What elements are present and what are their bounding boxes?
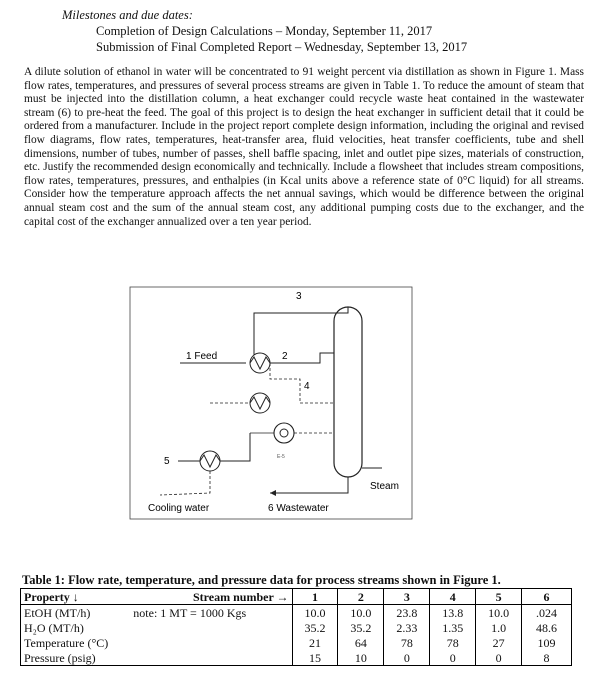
problem-statement: A dilute solution of ethanol in water will be concentrated to 91 weight percent via distillation as shown in Figure 1. Mass flow rates, temperatures, and pressures of several process streams are given in Table 1. To reduce the amount of steam that must be injected into the distillation column, a heat exchanger could recycle waste heat contained in the wastewater stream (6) to pre-heat the feed. The goal of this project is to design the heat exchanger in sufficient detail that it could be ordered from a manufacturer. Include in the project report complete design information, including the original and revised flow diagrams, flow rates, temperatures, heat-transfer area, fluid velocities, heat transfer coefficients, tube and shell dimensions, number of tubes, number of passes, shell baffle spacing, inlet and outlet pipe sizes, materials of construction, etc. Justify the recommended design economically and technically. Include a flowsheet that includes stream compositions, flow rates, temperatures, pressures, and enthalpies (in Kcal units above a reference state of 0°C liquid) for all streams. Consider how the temperature approach affects the net annual savings, which would be difference between the original annual steam cost and the sum of the annual steam cost, any additional pumping costs due to the exchanger, and the capital cost of the exchanger annualized over a ten year period. — [24, 66, 584, 228]
cell: 10 — [338, 650, 384, 666]
process-flow-diagram — [120, 283, 420, 523]
cell: 0 — [476, 650, 522, 666]
table-note: note: 1 MT = 1000 Kgs — [133, 605, 247, 620]
cell: 48.6 — [522, 620, 572, 635]
stream-4-label: 4 — [304, 381, 310, 392]
stream-5-line — [220, 433, 250, 461]
stream-4-line — [270, 363, 334, 403]
steam-label: Steam — [370, 481, 399, 492]
row-label: Pressure (psig) — [21, 650, 131, 666]
cell: 78 — [384, 635, 430, 650]
cell: 10.0 — [338, 605, 384, 621]
cell: 35.2 — [338, 620, 384, 635]
cell: 27 — [476, 635, 522, 650]
distillation-column — [334, 307, 362, 477]
stream-5-label: 5 — [164, 456, 170, 467]
stream-2-line — [270, 353, 334, 363]
cell: 1.0 — [476, 620, 522, 635]
cell: 0 — [430, 650, 476, 666]
stream-6-line — [270, 477, 348, 493]
cell: 78 — [430, 635, 476, 650]
col-6: 6 — [522, 589, 572, 605]
milestone-design-calculations: Completion of Design Calculations – Monday, September 11, 2017 — [96, 24, 433, 38]
milestones-block — [62, 7, 582, 55]
row-label: H₂O (MT/h) — [21, 620, 131, 635]
stream-2-label: 2 — [282, 351, 288, 362]
cell: 13.8 — [430, 605, 476, 621]
cell: 15 — [292, 650, 338, 666]
table-row — [21, 605, 572, 621]
stream-data-table — [20, 588, 572, 666]
col-2: 2 — [338, 589, 384, 605]
cell: 64 — [338, 635, 384, 650]
table-caption: Table 1: Flow rate, temperature, and pressure data for process streams shown in Figure 1. — [22, 573, 501, 587]
table-row — [21, 650, 572, 666]
cell: 23.8 — [384, 605, 430, 621]
stream-6-label: 6 Wastewater — [268, 503, 329, 514]
pump — [274, 423, 294, 443]
cell: 35.2 — [292, 620, 338, 635]
table-row — [21, 620, 572, 635]
feed-label: 1 Feed — [186, 351, 218, 362]
row-label: EtOH (MT/h) — [21, 605, 131, 621]
cell: 109 — [522, 635, 572, 650]
cell: 10.0 — [476, 605, 522, 621]
cell: 0 — [384, 650, 430, 666]
cell: 8 — [522, 650, 572, 666]
cell: 2.33 — [384, 620, 430, 635]
stream-3-label: 3 — [296, 291, 302, 302]
cell: .024 — [522, 605, 572, 621]
pump-tag: E-5 — [277, 454, 285, 460]
cell: 21 — [292, 635, 338, 650]
table-header-row — [21, 589, 572, 605]
header-stream-number: Stream number → — [130, 589, 292, 605]
col-4: 4 — [430, 589, 476, 605]
cell: 10.0 — [292, 605, 338, 621]
col-5: 5 — [476, 589, 522, 605]
col-1: 1 — [292, 589, 338, 605]
cell: 1.35 — [430, 620, 476, 635]
col-3: 3 — [384, 589, 430, 605]
row-label: Temperature (°C) — [21, 635, 131, 650]
header-property: Property ↓ — [21, 589, 131, 605]
milestone-final-report: Submission of Final Completed Report – Wednesday, September 13, 2017 — [96, 40, 468, 54]
cooling-water-label: Cooling water — [148, 503, 210, 514]
milestones-heading: Milestones and due dates: — [62, 8, 193, 22]
table-row — [21, 635, 572, 650]
